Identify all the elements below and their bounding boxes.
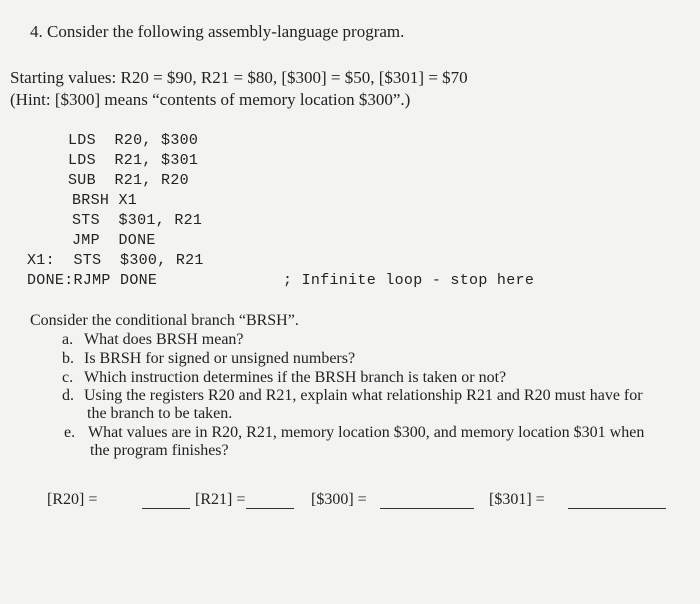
- question-title: 4. Consider the following assembly-language program.: [30, 22, 405, 41]
- answer-blank-r21[interactable]: [246, 508, 294, 509]
- code-line: DONE:RJMP DONE: [27, 272, 158, 289]
- item-text-cont: the branch to be taken.: [87, 405, 233, 422]
- subquestion-intro: Consider the conditional branch “BRSH”.: [30, 312, 299, 329]
- answer-label-r21: [R21] =: [195, 491, 246, 508]
- code-comment: ; Infinite loop - stop here: [283, 272, 535, 289]
- code-line: LDS R20, $300: [68, 132, 199, 149]
- code-line: BRSH X1: [72, 192, 138, 209]
- answer-label-mem301: [$301] =: [489, 491, 545, 508]
- code-line: X1: STS $300, R21: [27, 252, 204, 269]
- answer-blank-mem301[interactable]: [568, 508, 666, 509]
- answer-label-mem300: [$300] =: [311, 491, 367, 508]
- item-letter: d.: [62, 387, 74, 404]
- item-text: Is BRSH for signed or unsigned numbers?: [84, 350, 356, 367]
- item-letter: e.: [64, 424, 76, 441]
- item-letter: c.: [62, 369, 74, 386]
- answer-blank-mem300[interactable]: [380, 508, 474, 509]
- hint-text: (Hint: [$300] means “contents of memory location $300”.): [10, 90, 411, 109]
- item-letter: a.: [62, 331, 74, 348]
- item-letter: b.: [62, 350, 74, 367]
- code-line: SUB R21, R20: [68, 172, 189, 189]
- code-line: JMP DONE: [72, 232, 156, 249]
- answer-blank-r20[interactable]: [142, 508, 190, 509]
- starting-values: Starting values: R20 = $90, R21 = $80, [$300] = $50, [$301] = $70: [10, 68, 468, 87]
- item-text: What does BRSH mean?: [84, 331, 244, 348]
- item-text: Using the registers R20 and R21, explain what relationship R21 and R20 must have for: [84, 387, 643, 404]
- item-text-cont: the program finishes?: [90, 442, 229, 459]
- item-text: Which instruction determines if the BRSH branch is taken or not?: [84, 369, 507, 386]
- item-text: What values are in R20, R21, memory location $300, and memory location $301 when: [88, 424, 645, 441]
- answer-label-r20: [R20] =: [47, 491, 98, 508]
- code-line: LDS R21, $301: [68, 152, 199, 169]
- code-line: STS $301, R21: [72, 212, 203, 229]
